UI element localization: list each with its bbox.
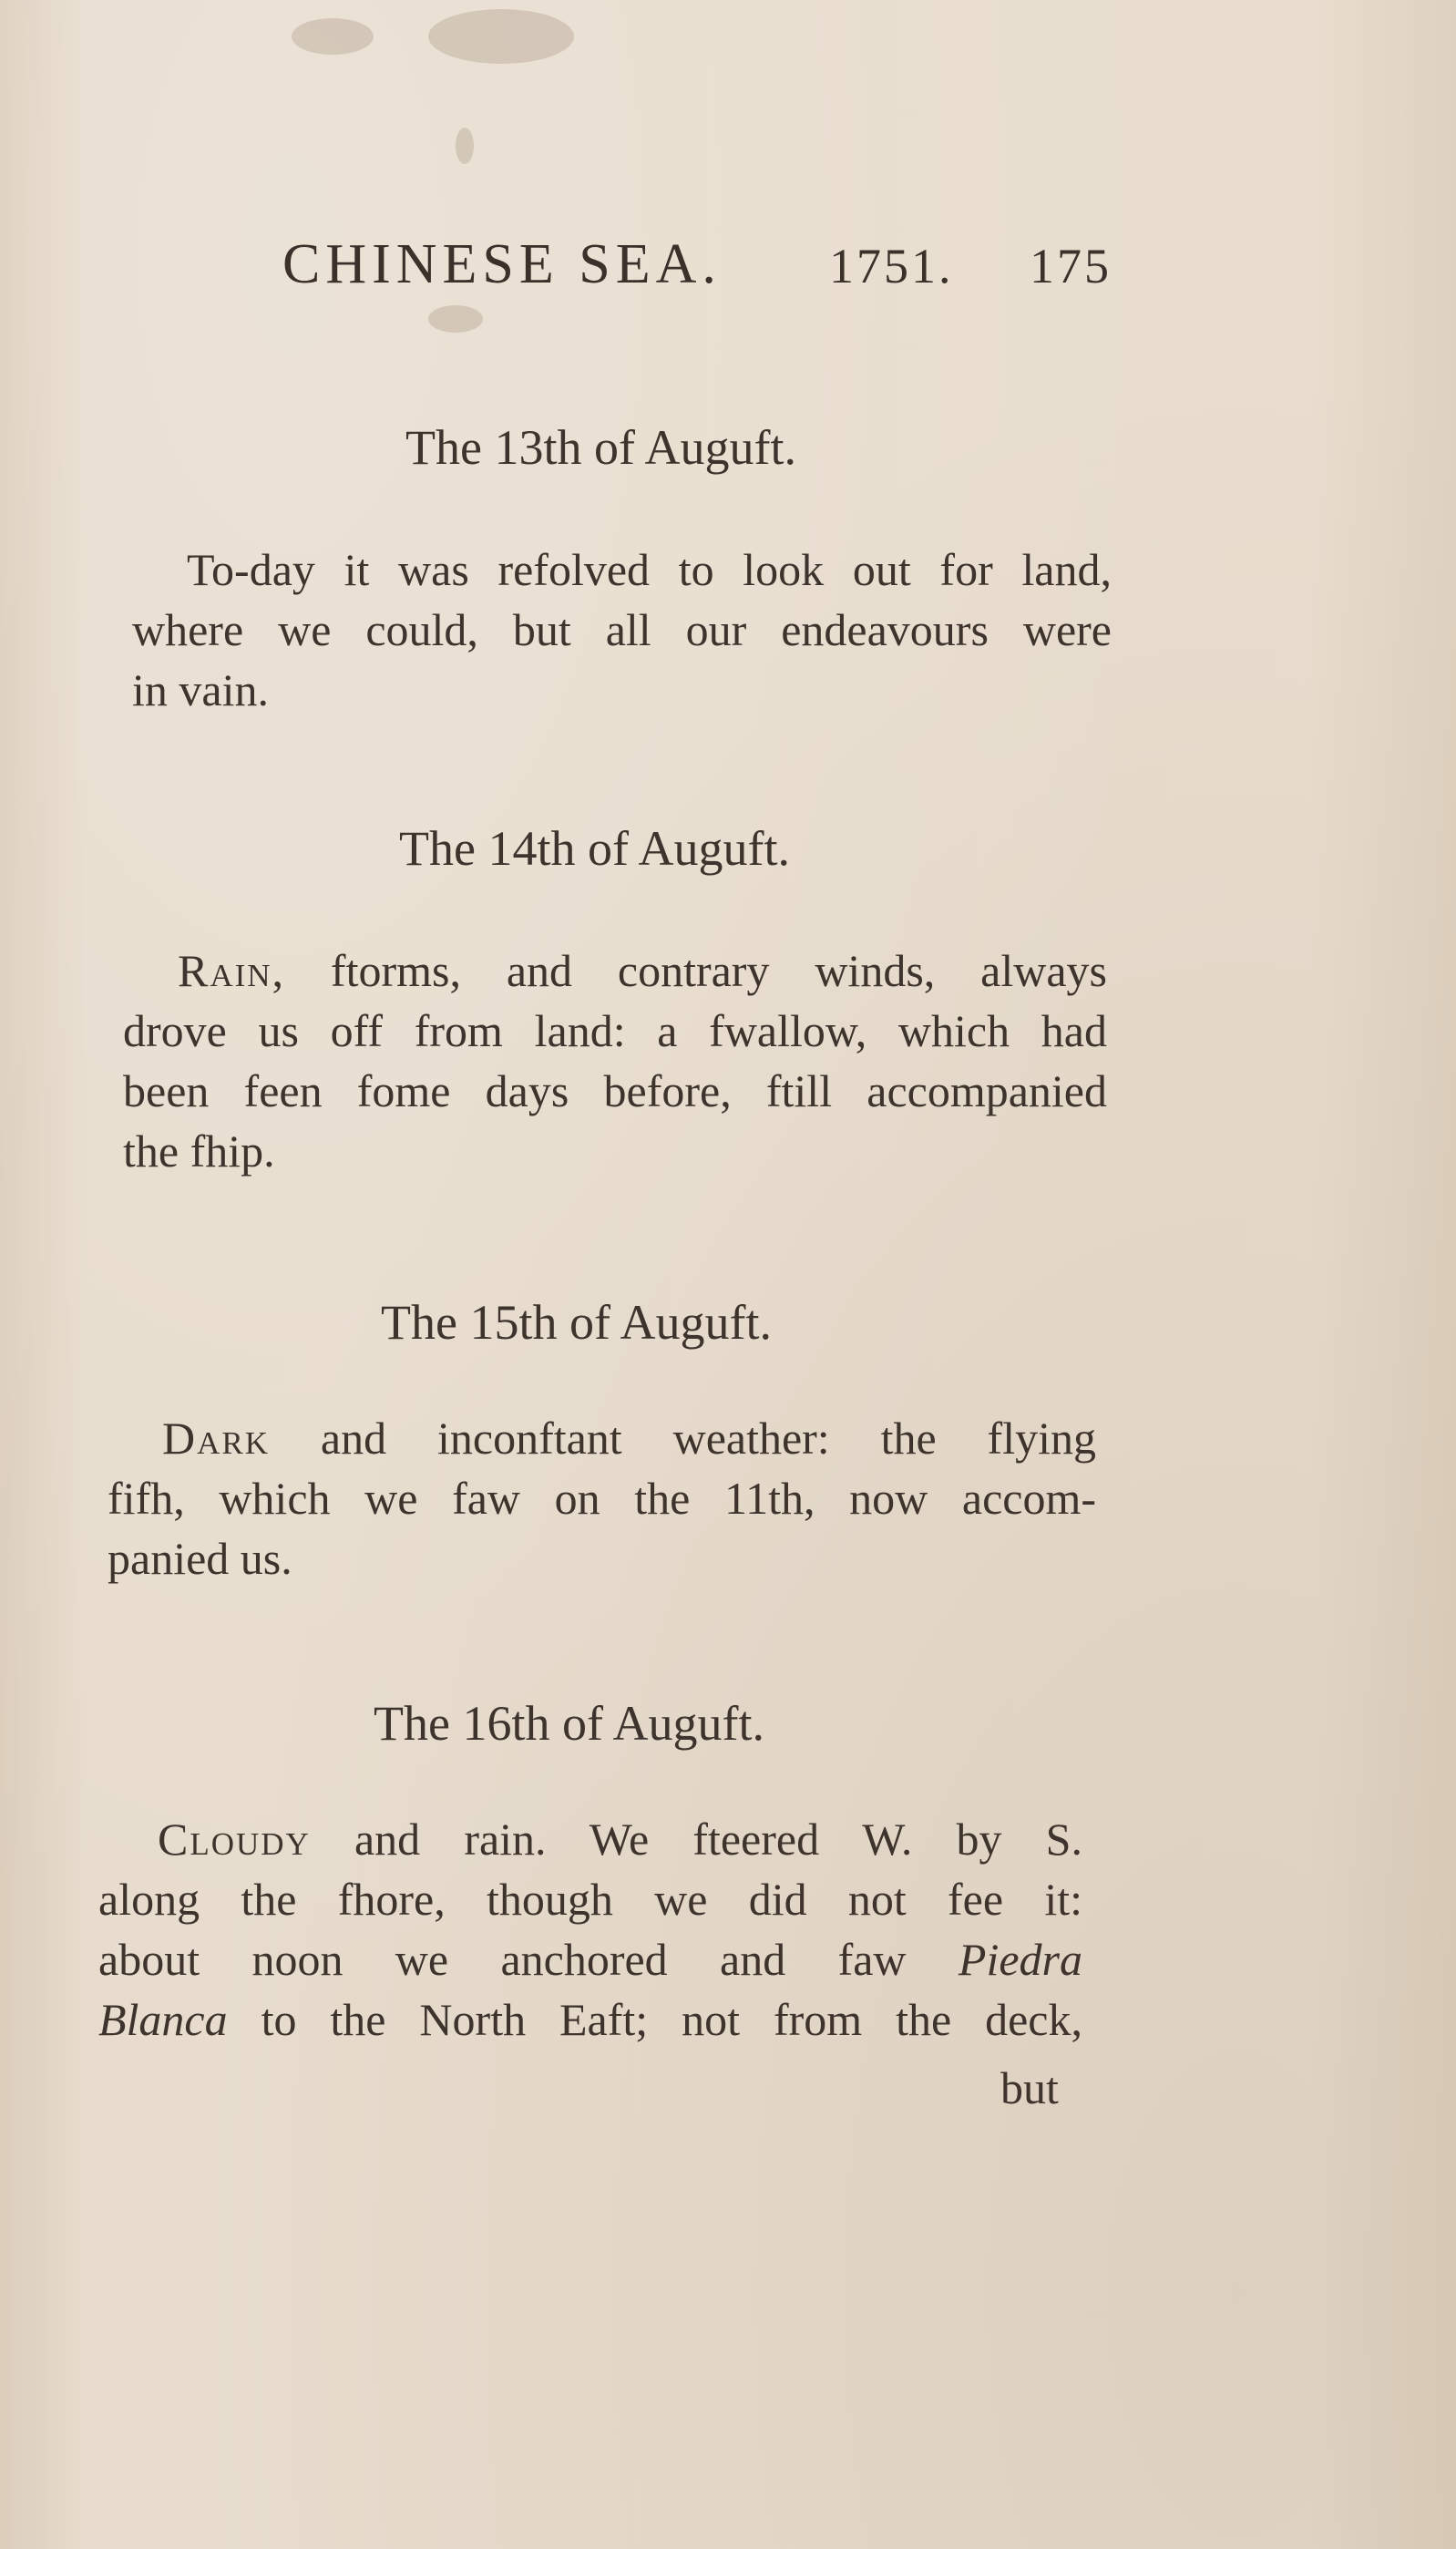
entry-line: drove us off from land: a fwallow, which had: [123, 1005, 1107, 1056]
running-head-year: 1751.: [829, 239, 954, 293]
foxing-spot: [456, 128, 474, 164]
entry-line: about noon we anchored and faw Piedra: [98, 1934, 1082, 1985]
entry-text-13th: [132, 540, 1112, 720]
page-number: 175: [1030, 239, 1112, 293]
entry-text-14th: [123, 940, 1107, 1181]
entry-line: fifh, which we faw on the 11th, now accom-: [108, 1473, 1096, 1524]
italic-place-name: Blanca: [98, 1994, 228, 2045]
entry-line: [98, 1809, 1082, 1869]
entry-text-16th: [98, 1809, 1082, 2050]
entry-heading-16th: The 16th of Auguft.: [374, 1696, 764, 1751]
foxing-spot: [292, 18, 374, 55]
italic-place-name: Piedra: [958, 1934, 1082, 1985]
running-head-title: CHINESE SEA.: [282, 233, 722, 295]
entry-line: [123, 940, 1107, 1001]
entry-line-rest: ftorms, and contrary winds, always: [285, 945, 1107, 996]
foxing-spot: [428, 305, 483, 333]
entry-line: the fhip.: [123, 1125, 275, 1177]
entry-lead-word: Rain,: [178, 945, 286, 996]
catchword: but: [1000, 2062, 1059, 2113]
entry-line: Blanca to the North Eaft; not from the deck,: [98, 1994, 1082, 2045]
entry-heading-15th: The 15th of Auguft.: [381, 1295, 772, 1350]
entry-line-rest: and rain. We fteered W. by S.: [310, 1814, 1082, 1865]
entry-line: where we could, but all our endeavours were: [132, 604, 1112, 655]
entry-line: in vain.: [132, 664, 269, 715]
running-head: [282, 232, 1121, 305]
entry-line: along the fhore, though we did not fee it:: [98, 1874, 1082, 1925]
entry-lead-word: Cloudy: [158, 1814, 311, 1865]
entry-lead-word: Dark: [162, 1413, 271, 1464]
entry-heading-14th: The 14th of Auguft.: [399, 821, 790, 876]
foxing-spot: [428, 9, 574, 64]
entry-line: been feen fome days before, ftill accompanied: [123, 1065, 1107, 1116]
entry-text-15th: [108, 1408, 1096, 1588]
entry-line: panied us.: [108, 1533, 292, 1584]
entry-heading-13th: The 13th of Auguft.: [405, 420, 796, 475]
entry-line-rest: and inconftant weather: the flying: [270, 1413, 1096, 1464]
entry-line: [108, 1408, 1096, 1468]
entry-line: To-day it was refolved to look out for land,: [187, 544, 1112, 595]
